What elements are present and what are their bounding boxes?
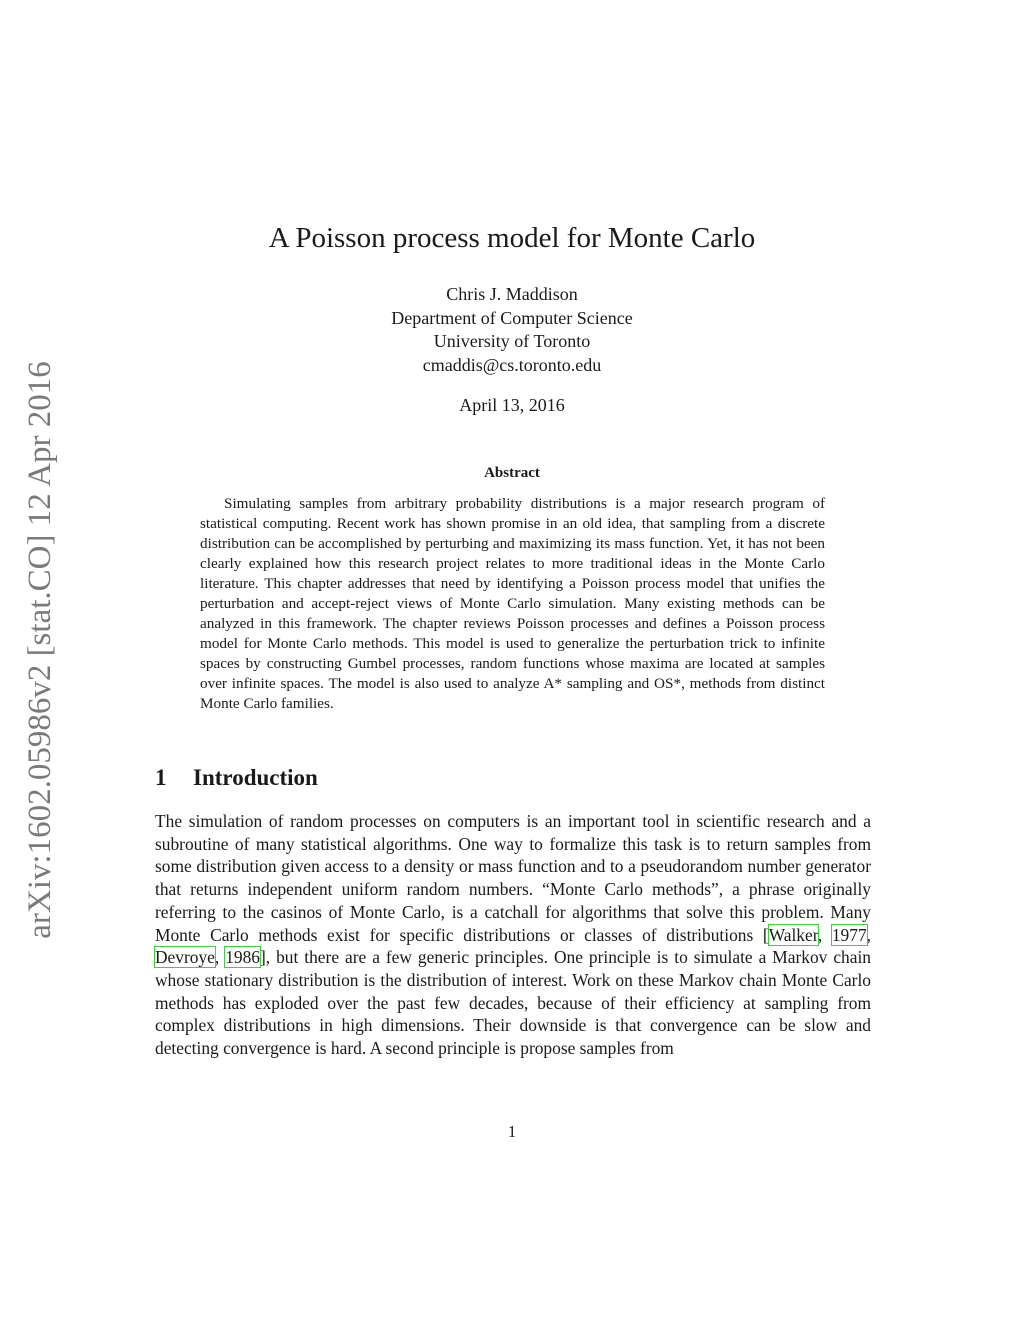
body-paragraph: The simulation of random processes on computers is an important tool in scientific research and a subroutine of many statistical algorithms. One way to formalize this task is to return samples from some distribution given access to a density or mass function and to a pseudorandom number generator that returns independent uniform random numbers. “Monte Carlo methods”, a phrase originally referring to the casinos of Monte Carlo, is a catchall for algorithms that solve this problem. Many Monte Carlo methods exist for specific distributions or classes of distributions [Walker, 1977, Devroye, 1986], but there are a few generic principles. One principle is to simulate a Markov chain whose stationary distribution is the distribution of interest. Work on these Markov chain Monte Carlo methods has exploded over the past few decades, because of their efficiency at sampling from complex distributions in high dimensions. Their downside is that convergence can be slow and detecting convergence is hard. A second principle is propose samples from: [155, 811, 871, 1059]
paper-title: A Poisson process model for Monte Carlo: [268, 222, 756, 254]
author-email: cmaddis@cs.toronto.edu: [422, 354, 602, 375]
arxiv-identifier: arXiv:1602.05986v2 [stat.CO] 12 Apr 2016: [22, 361, 58, 939]
citation-link-walker-year[interactable]: 1977: [831, 924, 867, 945]
citation-link-devroye[interactable]: Devroye: [155, 947, 215, 968]
author-department: Department of Computer Science: [391, 307, 633, 328]
author-block: [0, 283, 1024, 377]
abstract-heading: Abstract: [484, 465, 540, 481]
page-number: 1: [507, 1122, 517, 1141]
author-name: Chris J. Maddison: [446, 284, 578, 304]
section-heading: [155, 765, 318, 791]
author-university: University of Toronto: [433, 331, 591, 351]
body-text-start: The simulation of random processes on computers is an important tool in scientific research and a subroutine of many statistical algorithms. One way to formalize this task is to return samples from some distribution given access to a density or mass function and to a pseudorandom number generator that returns independent uniform random numbers. “Monte Carlo methods”, a phrase originally referring to the casinos of Monte Carlo, is a catchall for algorithms that solve this problem. Many Monte Carlo methods exist for specific distributions or classes of distributions: [155, 811, 871, 945]
paper-date: April 13, 2016: [459, 395, 565, 415]
body-text-end: , but there are a few generic principles. One principle is to simulate a Markov chain whose stationary distribution is the distribution of interest. Work on these Markov chain Monte Carlo methods has exploded over the past few decades, because of their efficiency at sampling from complex distributions in high dimensions. Their downside is that convergence can be slow and detecting convergence is hard. A second principle is propose samples from: [155, 947, 871, 1059]
section-title: Introduction: [193, 765, 318, 790]
section-number: 1: [155, 765, 167, 790]
citation-link-walker[interactable]: Walker: [768, 924, 818, 945]
citation-link-devroye-year[interactable]: 1986: [225, 947, 260, 968]
abstract-text: Simulating samples from arbitrary probability distributions is a major research program of statistical computing. Recent work has shown promise in an old idea, that sampling from a discrete distribution can be accomplished by perturbing and maximizing its mass function. Yet, it has not been clearly explained how this research project relates to more traditional ideas in the Monte Carlo literature. This chapter addresses that need by identifying a Poisson process model that unifies the perturbation and accept-reject views of Monte Carlo simulation. Many existing methods can be analyzed in this framework. The chapter reviews Poisson processes and defines a Poisson process model for Monte Carlo methods. This model is used to generalize the perturbation trick to infinite spaces by constructing Gumbel processes, random functions whose maxima are located at samples over infinite spaces. The model is also used to analyze A* sampling and OS*, methods from distinct Monte Carlo families.: [200, 495, 825, 712]
